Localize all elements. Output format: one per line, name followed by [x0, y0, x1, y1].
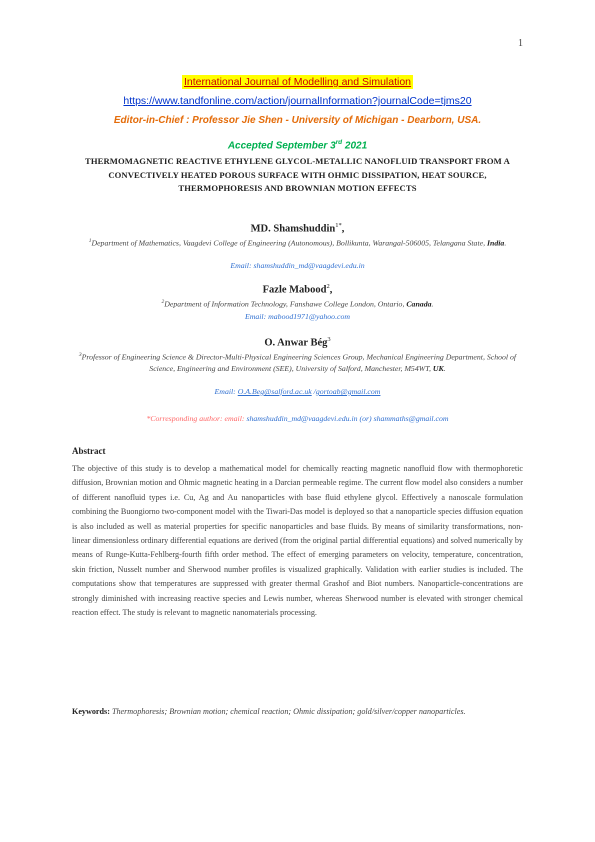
author-name-1 — [0, 222, 595, 235]
author-1-sup: 1* — [335, 222, 342, 229]
journal-url-link[interactable]: https://www.tandfonline.com/action/journalInformation?journalCode=tjms20 — [123, 95, 472, 107]
author-2-sup: 2 — [326, 283, 330, 290]
author-1-suffix: , — [341, 223, 345, 235]
affiliation-1-country: India — [486, 238, 505, 248]
paper-title: THERMOMAGNETIC REACTIVE ETHYLENE GLYCOL-METALLIC NANOFLUID TRANSPORT FROM A CONVECTIVELY HEATED POROUS SURFACE WITH OHMIC DISSIPATION, HEAT SOURCE, THERMOPHORESIS AND BROWNIAN MOTION EFFECTS — [85, 156, 510, 193]
affiliation-3-country: UK — [432, 363, 444, 373]
accepted-date — [0, 136, 595, 152]
keywords — [72, 705, 523, 719]
page-number: 1 — [518, 38, 523, 49]
corresponding-author — [0, 414, 595, 423]
author-1-name: MD. Shamshuddin — [250, 223, 336, 235]
accepted-suffix: 2021 — [342, 140, 368, 152]
author-name-3 — [0, 336, 595, 349]
author-3-name: O. Anwar Bég — [264, 337, 328, 349]
email-3-prefix: Email: — [214, 387, 238, 396]
keywords-text: Thermophoresis; Brownian motion; chemical reaction; Ohmic dissipation; gold/silver/copper nanoparticles. — [111, 707, 466, 716]
corresponding-label: *Corresponding author: email: — [146, 414, 247, 423]
affiliation-3-text: Professor of Engineering Science & Director-Multi-Physical Engineering Sciences Group, Mechanical Engineering Department, School of Science, Engineering and Environment (SEE), University of Salford, Manchester, M54WT, — [81, 352, 517, 373]
affiliation-3: $^3$Professor of Engineering Science & Director-Multi-Physical Engineering Sciences Group, Mechanical Engineering Department, School of Science, Engineering and Environment (SEE), University of Salford, Manchester, M54WT, UK. — [78, 352, 517, 373]
author-email-3 — [0, 387, 595, 396]
author-email-2[interactable]: Email: mabood1971@yahoo.com — [244, 312, 351, 321]
affiliation-2-country: Canada — [406, 299, 432, 309]
affiliation-3-sup: 3 — [78, 352, 82, 358]
journal-name: International Journal of Modelling and Simulation — [183, 76, 412, 88]
affiliation-2-text: Department of Information Technology, Fanshawe College London, Ontario, — [164, 299, 407, 309]
accepted-sup: rd — [335, 139, 343, 146]
affiliation-2-sup: 2 — [161, 299, 165, 305]
keywords-label: Keywords: — [72, 707, 112, 716]
accepted-prefix: Accepted September 3 — [227, 140, 336, 152]
affiliation-1-sup: 1 — [88, 238, 92, 244]
abstract-heading: Abstract — [72, 446, 106, 456]
author-name-2 — [0, 283, 595, 296]
journal-header — [0, 72, 595, 152]
affiliation-1-text: Department of Mathematics, Vaagdevi College of Engineering (Autonomous), Bollikunta, Warangal-506005, Telangana State, — [91, 238, 487, 248]
affiliation-2: $^2$Department of Information Technology, Fanshawe College London, Ontario, Canada. — [161, 299, 434, 309]
author-2-name: Fazle Mabood — [262, 284, 327, 296]
author-3-sup: 3 — [327, 336, 331, 343]
email-3-link[interactable]: O.A.Beg@salford.ac.uk — [237, 387, 312, 396]
author-email-1[interactable]: Email: shamshuddin_md@vaagdevi.edu.in — [230, 261, 365, 270]
email-3-alt-link[interactable]: gortoab@gmail.com — [315, 387, 381, 396]
author-2-suffix: , — [329, 284, 333, 296]
affiliation-1: $^1$Department of Mathematics, Vaagdevi College of Engineering (Autonomous), Bollikunta, Warangal-506005, Telangana State, India. — [88, 238, 507, 248]
editor-in-chief: Editor-in-Chief : Professor Jie Shen - University of Michigan - Dearborn, USA. — [113, 115, 482, 126]
corresponding-emails[interactable]: shamshuddin_md@vaagdevi.edu.in (or) shammaths@gmail.com — [246, 414, 449, 423]
abstract-body: The objective of this study is to develop a mathematical model for chemically reacting magnetic nanofluid flow with thermophoretic diffusion, Brownian motion and Ohmic magnetic heating in a Darcian permeable regime. The current flow model also considers a number of different nanofluid types i.e. Cu, Ag and Au nanoparticles with base fluid ethylene glycol. Effectively a nanoscale formulation combining the Buongiorno two-component model with the Tiwari-Das model is deployed so that a nanoparticle species diffusion equation is also included as well as material properties for specific nanoparticles and base fluids. By means of similarity transformations, non-linear dimensionless ordinary differential equations are derived (from the original partial differential equations) and solved numerically by means of Runge-Kutta-Fehlberg-fourth fifth order method. The effect of emerging parameters on velocity, temperature, concentration, skin friction, Nusselt number and Sherwood number profiles is visualized graphically. Validation with earlier studies is included. The computations show that temperatures are suppressed with greater thermal Grashof and Biot numbers. Nanoparticle-concentrations are strongly diminished with increasing reactive species and Lewis number, whereas Sherwood number is elevated with stronger chemical reaction effect. The study is relevant to magnetic nanomaterials processing. — [72, 464, 523, 618]
email-3-separator: / — [311, 387, 316, 396]
